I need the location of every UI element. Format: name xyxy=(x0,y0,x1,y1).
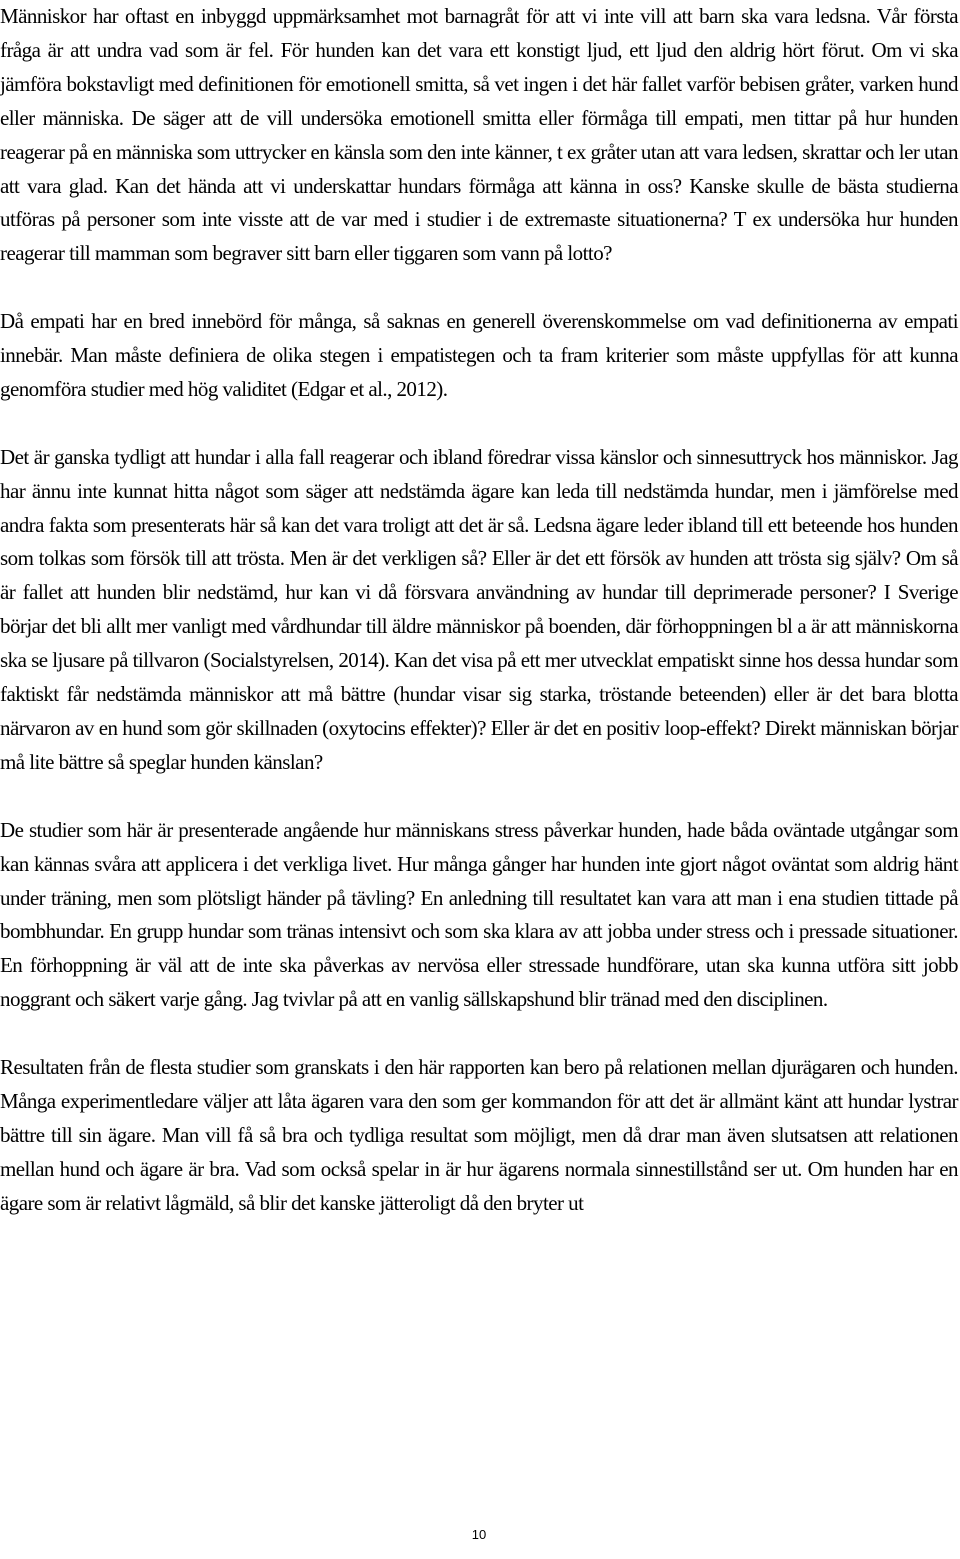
paragraph-4: De studier som här är presenterade angående hur människans stress påverkar hunden, hade båda oväntade utgångar som kan kännas svåra att applicera i det verkliga livet. Hur många gånger har hunden inte gjort något oväntat som aldrig hänt under träning, men som plötsligt händer på tävling? En anledning till resultatet kan vara att man i ena studien tittade på bombhundar. En grupp hundar som tränas intensivt och som ska klara av att jobba under stress och i pressade situationer. En förhoppning är väl att de inte ska påverkas av nervösa eller stressade hundförare, utan ska kunna utföra sitt jobb noggrant och säkert varje gång. Jag tvivlar på att en vanlig sällskapshund blir tränad med den disciplinen. xyxy=(0,817,958,1012)
paragraph-spacer xyxy=(0,1017,958,1051)
paragraph-spacer xyxy=(0,407,958,441)
paragraph-5: Resultaten från de flesta studier som granskats i den här rapporten kan bero på relationen mellan djurägaren och hunden. Många experimentledare väljer att låta ägaren vara den som ger kommandon för att det är allmänt känt att hundar lystrar bättre till sin ägare. Man vill få så bra och tydliga resultat som möjligt, men då drar man även slutsatsen att relationen mellan hund och ägare är bra. Vad som också spelar in är hur ägarens normala sinnestillstånd ser ut. Om hunden har en ägare som är relativt lågmäld, så blir det kanske jätteroligt då den bryter ut xyxy=(0,1055,958,1215)
paragraph-spacer xyxy=(0,271,958,305)
page-number: 10 xyxy=(471,1527,487,1542)
paragraph-3: Det är ganska tydligt att hundar i alla fall reagerar och ibland föredrar vissa känslor och sinnesuttryck hos människor. Jag har ännu inte kunnat hitta något som säger att nedstämda ägare kan leda till nedstämda hundar, men i jämförelse med andra fakta som presenterats här så kan det vara troligt att det är så. Ledsna ägare leder ibland till ett beteende hos hunden som tolkas som försök till att trösta. Men är det verkligen så? Eller är det ett försök av hunden att trösta sig själv? Om så är fallet att hunden blir nedstämd, hur kan vi då försvara användning av hundar till deprimerade personer? I Sverige börjar det bli allt mer vanligt med vårdhundar till äldre människor på boenden, där förhoppningen bl a är att människorna ska se ljusare på tillvaron (Socialstyrelsen, 2014). Kan det visa på ett mer utvecklat empatiskt sinne hos dessa hundar som faktiskt får nedstämda människor att må bättre (hundar visar sig starka, tröstande beteenden) eller är det bara blotta närvaron av en hund som gör skillnaden (oxytocins effekter)? Eller är det en positiv loop-effekt? Direkt människan börjar må lite bättre så speglar hunden känslan? xyxy=(0,444,958,774)
paragraph-1: Människor har oftast en inbyggd uppmärksamhet mot barnagråt för att vi inte vill att barn ska vara ledsna. Vår första fråga är att undra vad som är fel. För hunden kan det vara ett konstigt ljud, ett ljud den aldrig hört förut. Om vi ska jämföra bokstavligt med definitionen för emotionell smitta, så vet ingen i det här fallet varför bebisen gråter, varken hund eller människa. De säger att de vill undersöka emotionell smitta eller förmåga till empati, men tittar på hur hunden reagerar på en människa som uttrycker en känsla som den inte känner, t ex gråter utan att vara ledsen, skrattar och ler utan att vara glad. Kan det hända att vi underskattar hundars förmåga att känna in oss? Kanske skulle de bästa studierna utföras på personer som inte visste att de var med i studier i de extremaste situationerna? T ex undersöka hur hunden reagerar till mamman som begraver sitt barn eller tiggaren som vann på lotto? xyxy=(0,4,958,266)
paragraph-spacer xyxy=(0,780,958,814)
paragraph-2: Då empati har en bred innebörd för många, så saknas en generell överenskommelse om vad definitionerna av empati innebär. Man måste definiera de olika stegen i empatistegen och ta fram kriterier som måste uppfyllas för att kunna genomföra studier med hög validitet (Edgar et al., 2012). xyxy=(0,309,958,401)
